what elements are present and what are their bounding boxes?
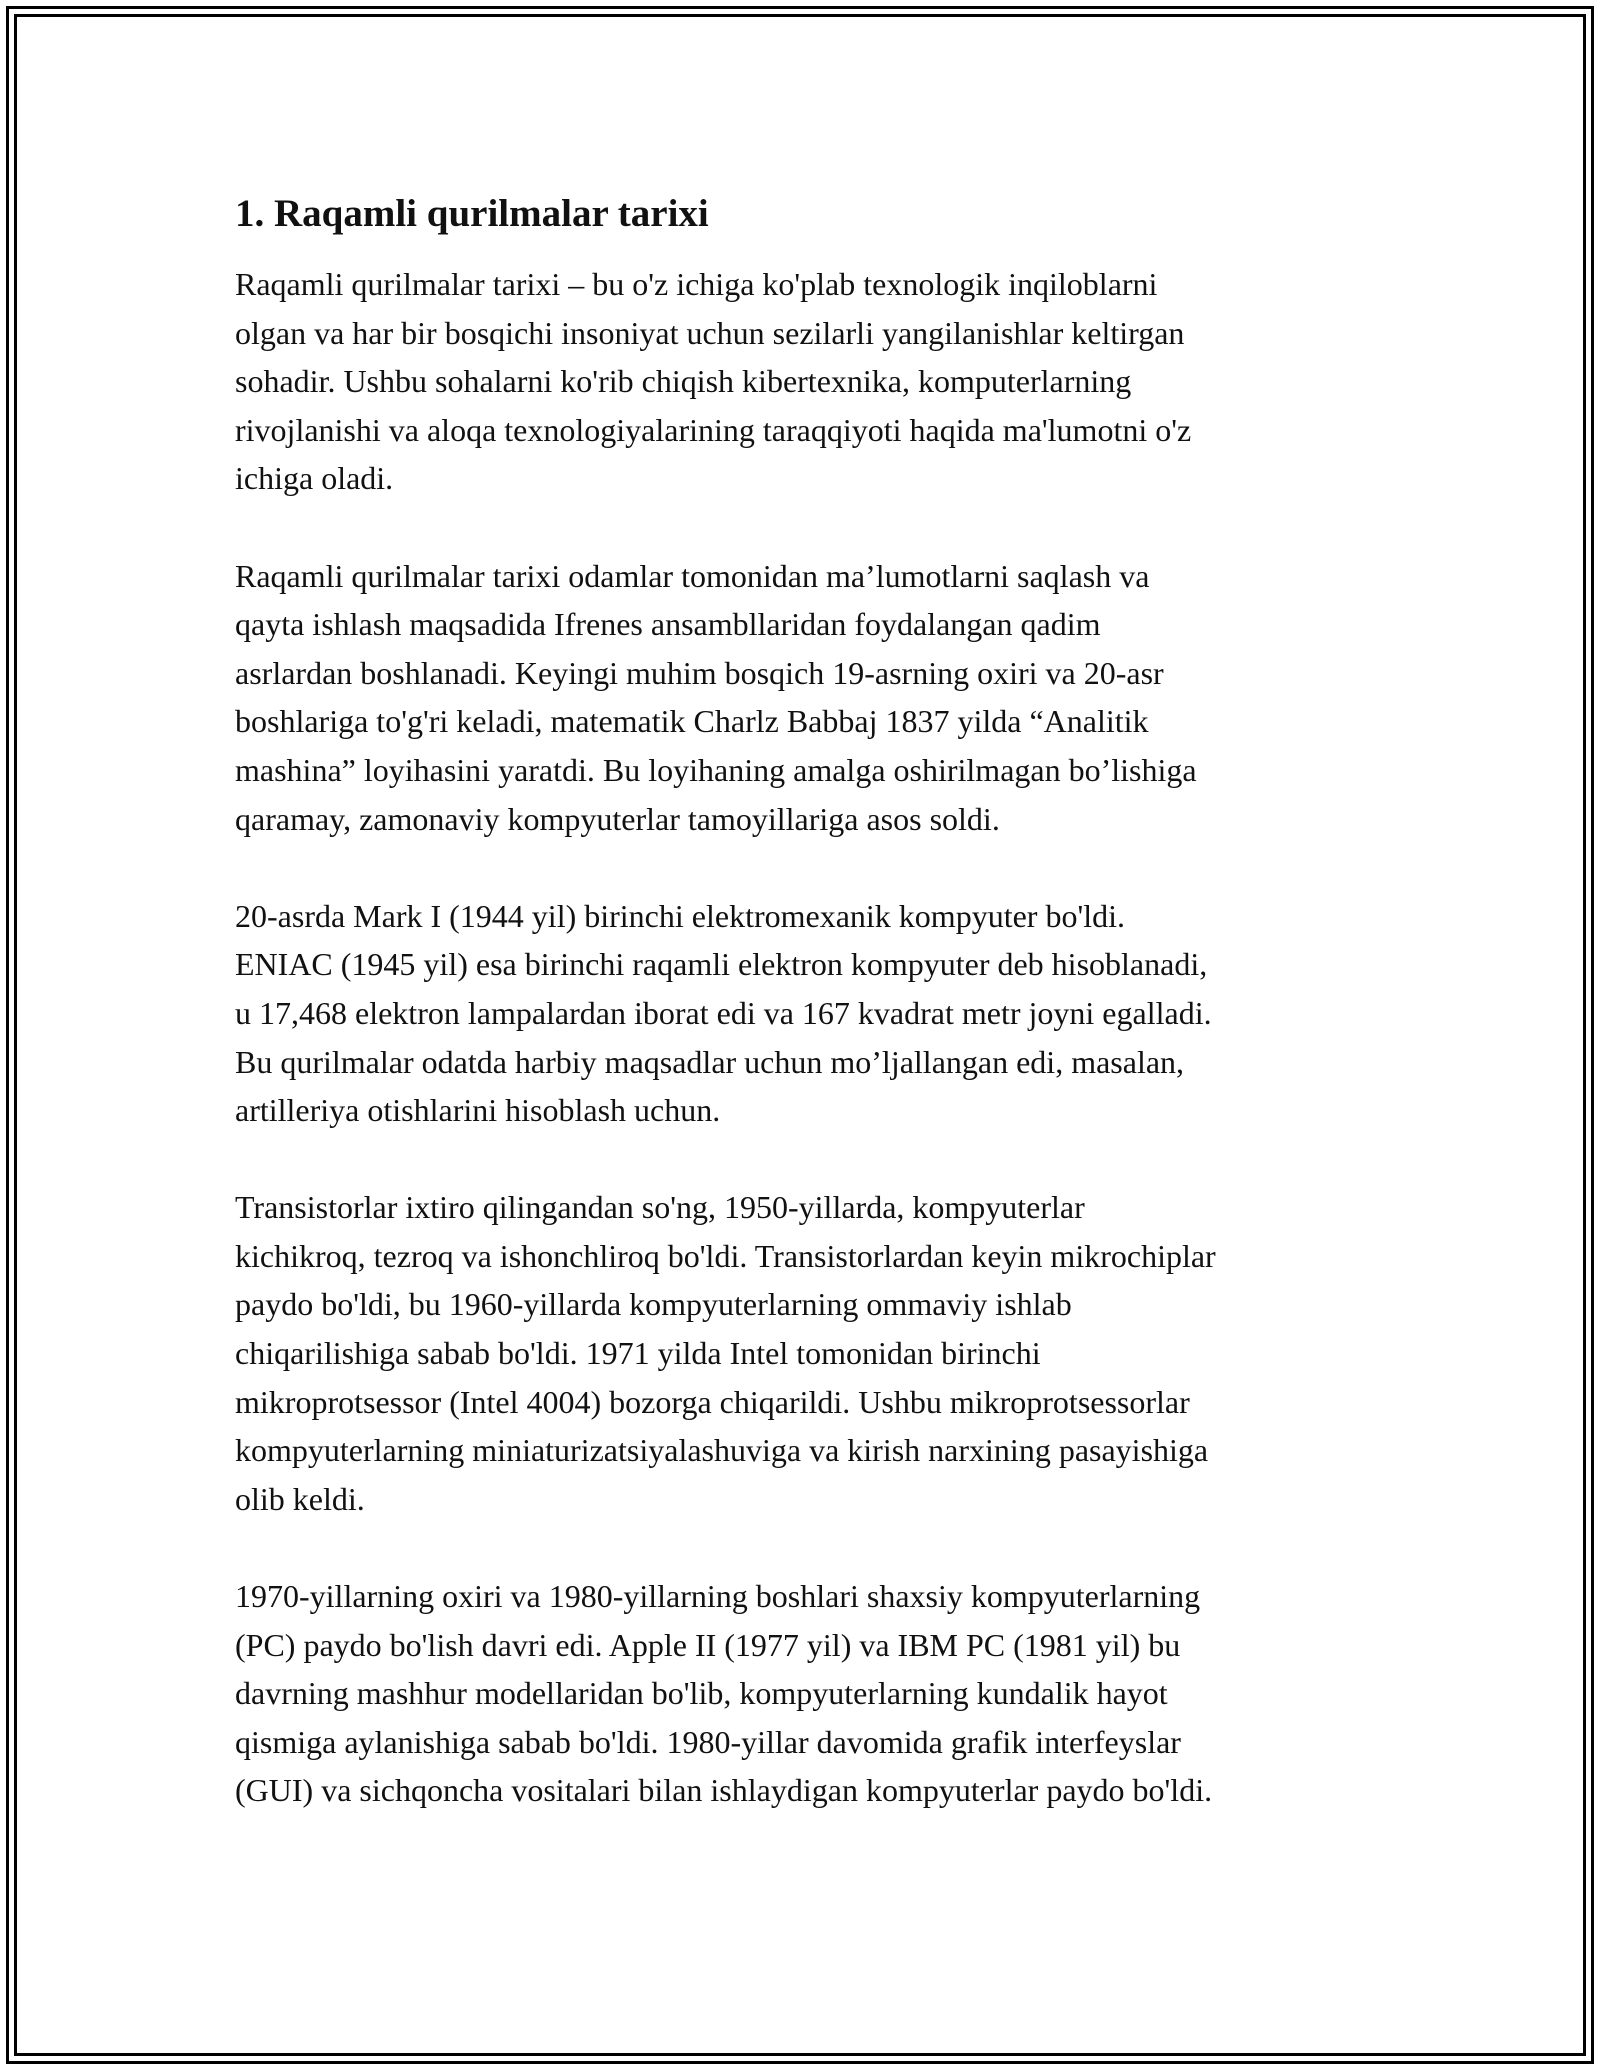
paragraph-20th-century: [235, 892, 1365, 1135]
text-line: (PC) paydo bo'lish davri edi. Apple II (1977 yil) va IBM PC (1981 yil) bu: [235, 1626, 1181, 1663]
text-line: ENIAC (1945 yil) esa birinchi raqamli elektron kompyuter deb hisoblanadi,: [235, 946, 1208, 983]
text-line: chiqarilishiga sabab bo'ldi. 1971 yilda Intel tomonidan birinchi: [235, 1335, 1041, 1372]
text-line: Bu qurilmalar odatda harbiy maqsadlar uchun mo’ljallangan edi, masalan,: [235, 1043, 1185, 1080]
text-line: kichikroq, tezroq va ishonchliroq bo'ldi. Transistorlardan keyin mikrochiplar: [235, 1237, 1216, 1274]
text-line: sohadir. Ushbu sohalarni ko'rib chiqish kibertexnika, komputerlarning: [235, 363, 1132, 400]
text-line: (GUI) va sichqoncha vositalari bilan ishlaydigan kompyuterlar paydo bo'ldi.: [235, 1772, 1213, 1809]
text-line: boshlariga to'g'ri keladi, matematik Charlz Babbaj 1837 yilda “Analitik: [235, 703, 1149, 740]
text-line: mikroprotsessor (Intel 4004) bozorga chiqarildi. Ushbu mikroprotsessorlar: [235, 1383, 1190, 1420]
text-line: artilleriya otishlarini hisoblash uchun.: [235, 1092, 721, 1129]
paragraph-early-history: [235, 552, 1365, 844]
text-line: rivojlanishi va aloqa texnologiyalarining taraqqiyoti haqida ma'lumotni o'z: [235, 411, 1192, 448]
text-line: paydo bo'ldi, bu 1960-yillarda kompyuterlarning ommaviy ishlab: [235, 1286, 1072, 1323]
text-line: qismiga aylanishiga sabab bo'ldi. 1980-yillar davomida grafik interfeyslar: [235, 1723, 1181, 1760]
text-line: olib keldi.: [235, 1480, 365, 1517]
text-line: 1970-yillarning oxiri va 1980-yillarning boshlari shaxsiy kompyuterlarning: [235, 1578, 1201, 1615]
text-line: Raqamli qurilmalar tarixi – bu o'z ichiga ko'plab texnologik inqiloblarni: [235, 266, 1158, 302]
text-line: olgan va har bir bosqichi insoniyat uchun sezilarli yangilanishlar keltirgan: [235, 314, 1185, 351]
text-line: ichiga oladi.: [235, 460, 394, 497]
text-line: u 17,468 elektron lampalardan iborat edi va 167 kvadrat metr joyni egalladi.: [235, 994, 1212, 1031]
section-heading: 1. Raqamli qurilmalar tarixi: [235, 192, 709, 235]
text-line: Transistorlar ixtiro qilingandan so'ng, 1950-yillarda, kompyuterlar: [235, 1189, 1085, 1226]
text-line: kompyuterlarning miniaturizatsiyalashuviga va kirish narxining pasayishiga: [235, 1432, 1209, 1469]
text-line: Raqamli qurilmalar tarixi odamlar tomonidan ma’lumotlarni saqlash va: [235, 557, 1150, 594]
text-line: mashina” loyihasini yaratdi. Bu loyihaning amalga oshirilmagan bo’lishiga: [235, 751, 1197, 788]
paragraph-transistors: [235, 1183, 1365, 1523]
text-line: qayta ishlash maqsadida Ifrenes ansambllaridan foydalangan qadim: [235, 606, 1101, 643]
text-line: qaramay, zamonaviy kompyuterlar tamoyillariga asos soldi.: [235, 800, 1000, 837]
text-line: 20-asrda Mark I (1944 yil) birinchi elektromexanik kompyuter bo'ldi.: [235, 897, 1125, 934]
text-line: asrlardan boshlanadi. Keyingi muhim bosqich 19-asrning oxiri va 20-asr: [235, 654, 1164, 691]
document-body: [235, 186, 1365, 1864]
paragraph-intro: [235, 260, 1365, 503]
paragraph-personal-computers: [235, 1572, 1365, 1815]
text-line: davrning mashhur modellaridan bo'lib, kompyuterlarning kundalik hayot: [235, 1675, 1168, 1712]
